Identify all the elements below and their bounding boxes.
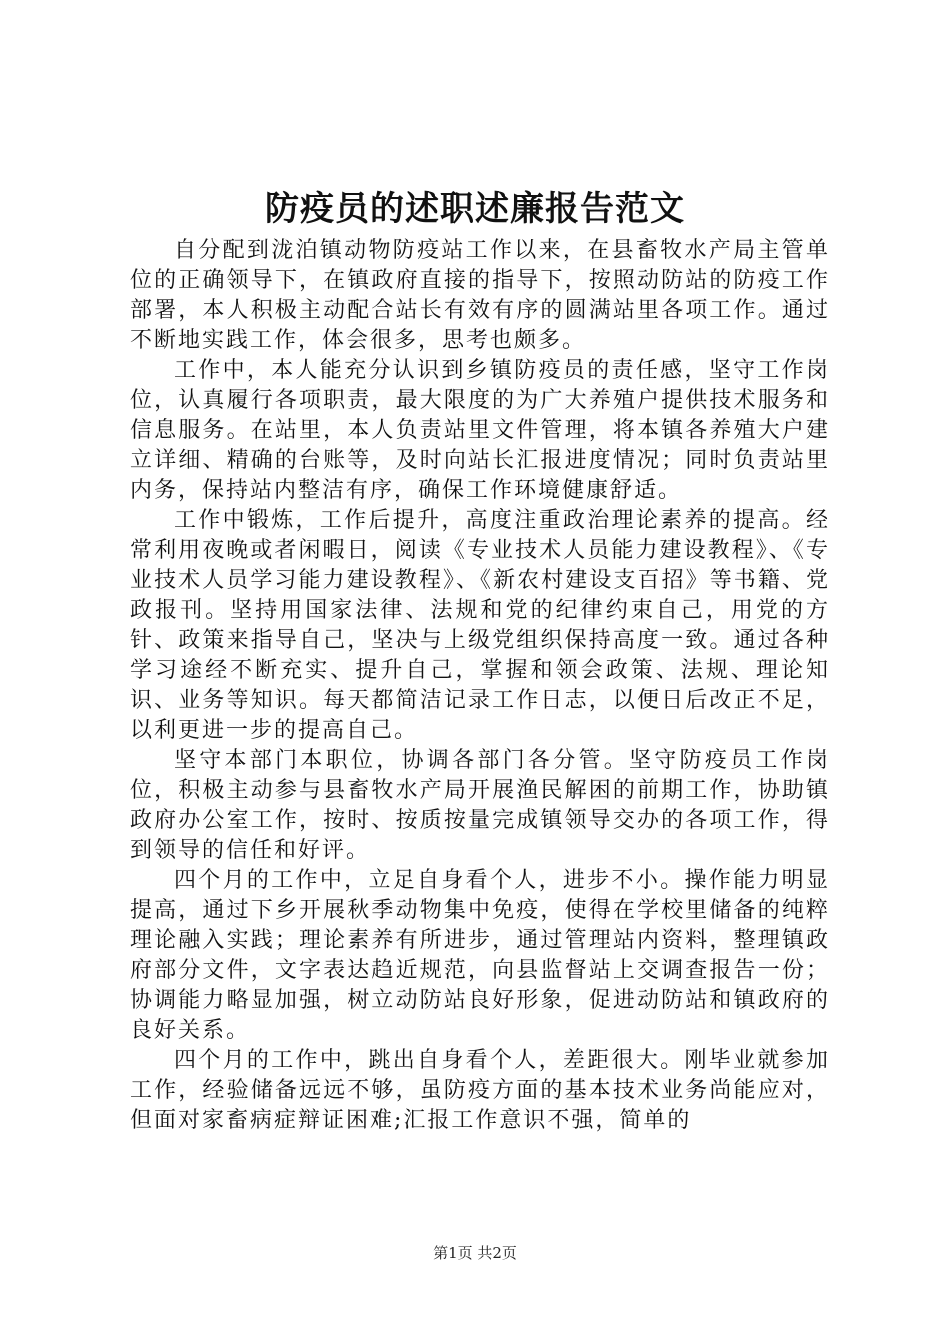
- paragraph-3: 工作中锻炼，工作后提升，高度注重政治理论素养的提高。经常利用夜晚或者闲暇日，阅读《专业技术人员能力建设教程》、《专业技术人员学习能力建设教程》、《新农村建设支百招》等书籍、党政报刊。坚持用国家法律、法规和党的纪律约束自己，用党的方针、政策来指导自己，坚决与上级党组织保持高度一致。通过各种学习途经不断充实、提升自己，掌握和领会政策、法规、理论知识、业务等知识。每天都简洁记录工作日志，以便日后改正不足，以利更进一步的提高自己。: [130, 508, 830, 743]
- paragraph-6: 四个月的工作中，跳出自身看个人，差距很大。刚毕业就参加工作，经验储备远远不够，虽防疫方面的基本技术业务尚能应对，但面对家畜病症辩证困难;汇报工作意识不强，简单的: [130, 1048, 830, 1133]
- paragraph-1: 自分配到泷泊镇动物防疫站工作以来，在县畜牧水产局主管单位的正确领导下，在镇政府直接的指导下，按照动防站的防疫工作部署，本人积极主动配合站长有效有序的圆满站里各项工作。通过不断地实践工作，体会很多，思考也颇多。: [130, 238, 830, 353]
- paragraph-2: 工作中，本人能充分认识到乡镇防疫员的责任感，坚守工作岗位，认真履行各项职责，最大限度的为广大养殖户提供技术服务和信息服务。在站里，本人负责站里文件管理，将本镇各养殖大户建立详细、精确的台账等，及时向站长汇报进度情况；同时负责站里内务，保持站内整洁有序，确保工作环境健康舒适。: [130, 358, 830, 503]
- document-title: 防疫员的述职述廉报告范文: [265, 189, 685, 229]
- document-body: [130, 236, 830, 1176]
- page-number-footer: 第1页 共2页: [433, 1244, 517, 1262]
- paragraph-5: 四个月的工作中，立足自身看个人，进步不小。操作能力明显提高，通过下乡开展秋季动物集中免疫，使得在学校里储备的纯粹理论融入实践；理论素养有所进步，通过管理站内资料，整理镇政府部分文件，文字表达趋近规范，向县监督站上交调查报告一份；协调能力略显加强，树立动防站良好形象，促进动防站和镇政府的良好关系。: [130, 868, 830, 1043]
- paragraph-4: 坚守本部门本职位，协调各部门各分管。坚守防疫员工作岗位，积极主动参与县畜牧水产局开展渔民解困的前期工作，协助镇政府办公室工作，按时、按质按量完成镇领导交办的各项工作，得到领导的信任和好评。: [130, 748, 830, 863]
